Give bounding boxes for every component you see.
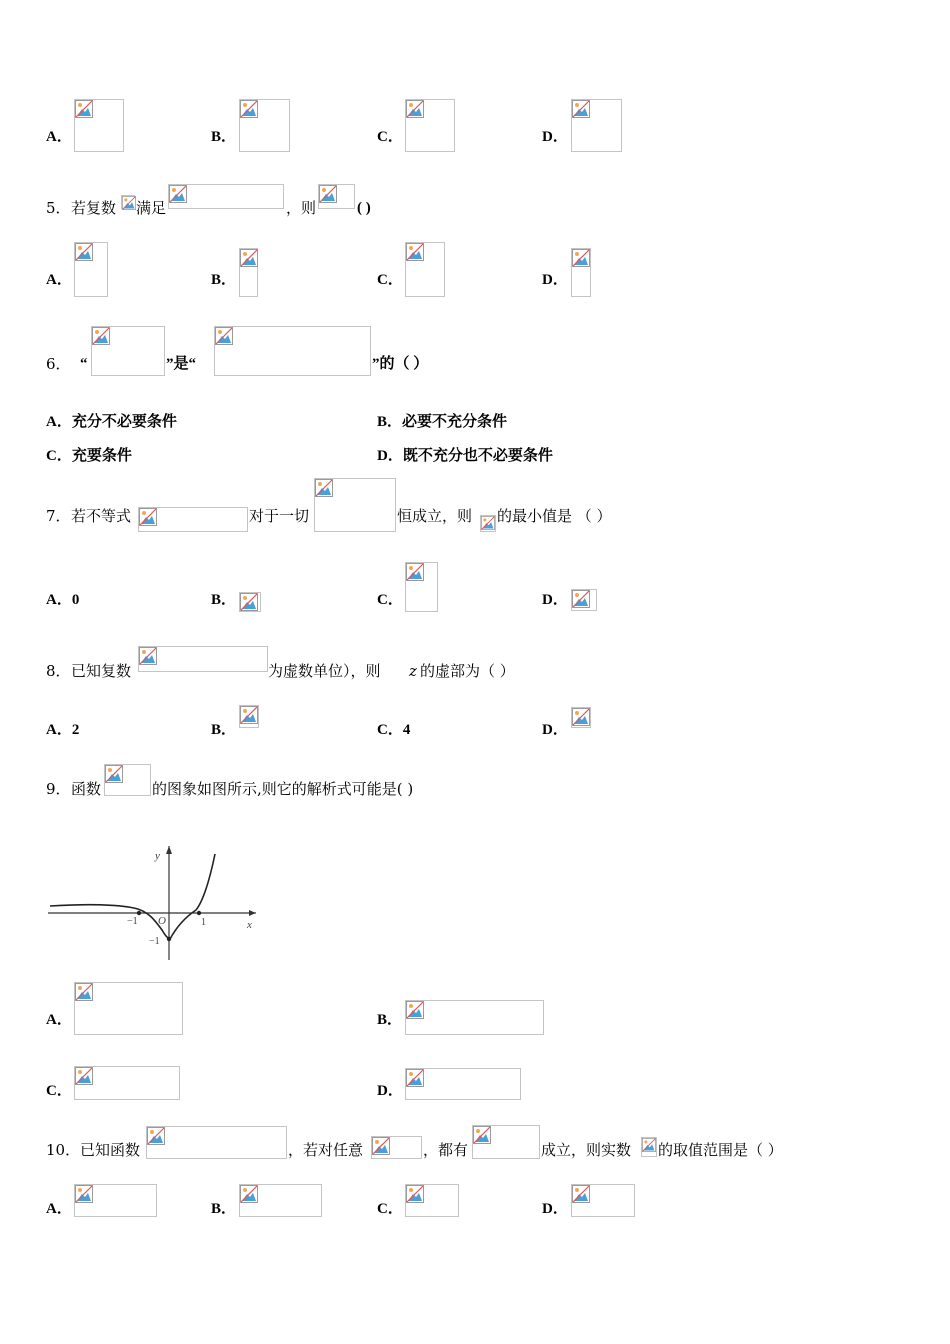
q5-option-d-label: D．	[542, 272, 568, 288]
q5-number: 5．	[46, 199, 71, 217]
q10-text-5: 的取值范围是（ ）	[658, 1141, 783, 1159]
q8-text-1: 已知复数	[71, 662, 132, 680]
broken-image-icon	[92, 327, 110, 345]
q5-formula-z	[121, 195, 135, 209]
point-zero-neg1	[167, 937, 171, 941]
q7-number: 7．	[46, 507, 71, 525]
broken-image-icon	[372, 1137, 390, 1155]
q6-option-d: D．既不充分也不必要条件	[377, 448, 553, 464]
q9-text-1: 函数	[71, 780, 102, 798]
q8-option-d-label: D．	[542, 722, 568, 738]
q9-option-c-label: C．	[46, 1083, 72, 1099]
q10-formula-parameter	[641, 1137, 657, 1157]
q10-option-d-image	[571, 1184, 635, 1217]
point-1-zero	[197, 911, 201, 915]
q10-option-b-image	[239, 1184, 322, 1217]
q4-option-d-image	[571, 99, 622, 152]
broken-image-icon	[75, 983, 93, 1001]
q6-text-1: ”是“	[166, 356, 197, 372]
q4-option-a-label: A．	[46, 129, 72, 145]
point-neg1-zero	[137, 911, 141, 915]
q9-option-b-label: B．	[377, 1012, 403, 1028]
broken-image-icon	[572, 249, 590, 267]
broken-image-icon	[240, 1185, 258, 1203]
q8-number: 8．	[46, 662, 71, 680]
broken-image-icon	[406, 563, 424, 581]
broken-image-icon	[240, 706, 258, 724]
q5-text-3: ，则	[286, 199, 317, 217]
broken-image-icon	[481, 516, 495, 530]
broken-image-icon	[572, 590, 590, 608]
broken-image-icon	[139, 647, 157, 665]
q9-formula-function	[104, 764, 151, 796]
q5-option-a-label: A．	[46, 272, 72, 288]
q4-option-d-label: D．	[542, 129, 568, 145]
q7-option-c-image	[405, 562, 438, 612]
q6-option-a: A．充分不必要条件	[46, 414, 177, 430]
broken-image-icon	[215, 327, 233, 345]
q8-text-2: 为虚数单位），则	[268, 662, 381, 680]
q5-formula-expression	[318, 184, 355, 209]
q8-option-a: A．2	[46, 722, 80, 738]
q8-option-d-image	[571, 707, 591, 728]
q10-option-b-label: B．	[211, 1201, 237, 1217]
q10-text-4: 成立，则实数	[541, 1141, 632, 1159]
q10-formula-domain	[371, 1136, 422, 1159]
q9-function-graph	[44, 838, 266, 964]
x-tick-1: 1	[201, 917, 206, 928]
q5-option-a-image	[74, 242, 108, 297]
q10-option-a-label: A．	[46, 1201, 72, 1217]
q5-text-1: 若复数	[71, 199, 117, 217]
q6-option-c: C．充要条件	[46, 448, 132, 464]
broken-image-icon	[240, 249, 258, 267]
q7-text-3: 恒成立，则	[397, 507, 473, 525]
q6-text-2: ”的（ ）	[372, 356, 429, 372]
broken-image-icon	[473, 1126, 491, 1144]
broken-image-icon	[642, 1138, 656, 1152]
q9-option-d-image	[405, 1068, 521, 1100]
q5-option-b-image	[239, 248, 258, 297]
q10-text-3: ，都有	[423, 1141, 469, 1159]
q5-text-2: 满足	[136, 199, 167, 217]
broken-image-icon	[406, 100, 424, 118]
q8-text-3: 的虚部为（ ）	[420, 662, 515, 680]
q10-option-a-image	[74, 1184, 157, 1217]
q4-option-b-image	[239, 99, 290, 152]
q5-text-4: ( )	[357, 200, 371, 216]
q7-formula-variable	[480, 515, 496, 532]
broken-image-icon	[75, 243, 93, 261]
x-axis-label: x	[247, 919, 252, 931]
q7-text-2: 对于一切	[249, 507, 310, 525]
broken-image-icon	[122, 196, 136, 210]
q7-option-d-label: D．	[542, 592, 568, 608]
q7-option-d-image	[571, 589, 597, 611]
q10-option-c-image	[405, 1184, 459, 1217]
q7-formula-domain	[314, 478, 396, 532]
x-tick-neg1: −1	[127, 916, 138, 927]
broken-image-icon	[406, 1001, 424, 1019]
x-axis-arrow	[249, 910, 256, 916]
q8-formula-z	[138, 646, 268, 672]
q5-option-c-label: C．	[377, 272, 403, 288]
q4-option-a-image	[74, 99, 124, 152]
y-axis-label: y	[155, 850, 160, 862]
broken-image-icon	[240, 100, 258, 118]
broken-image-icon	[406, 1069, 424, 1087]
q7-text-1: 若不等式	[71, 507, 132, 525]
q10-text-1: 已知函数	[80, 1141, 141, 1159]
q8-variable-z: z	[409, 662, 417, 680]
q9-text-2: 的图象如图所示,则它的解析式可能是( )	[152, 780, 414, 798]
q10-option-c-label: C．	[377, 1201, 403, 1217]
broken-image-icon	[240, 593, 258, 611]
broken-image-icon	[315, 479, 333, 497]
q4-option-b-label: B．	[211, 129, 237, 145]
q4-option-c-image	[405, 99, 455, 152]
q10-formula-inequality	[472, 1125, 540, 1159]
q7-text-4: 的最小值是 （ ）	[497, 507, 612, 525]
q7-option-c-label: C．	[377, 592, 403, 608]
broken-image-icon	[319, 185, 337, 203]
y-tick-neg1: −1	[149, 936, 160, 947]
q7-option-a: A．0	[46, 592, 80, 608]
q10-option-d-label: D．	[542, 1201, 568, 1217]
q10-formula-function	[146, 1126, 287, 1159]
q9-option-a-label: A．	[46, 1012, 72, 1028]
broken-image-icon	[75, 1185, 93, 1203]
y-axis-arrow	[166, 846, 172, 854]
q4-option-c-label: C．	[377, 129, 403, 145]
q6-number: 6．	[46, 355, 71, 373]
q9-option-c-image	[74, 1066, 180, 1100]
q6-formula-2	[214, 326, 371, 376]
broken-image-icon	[75, 100, 93, 118]
broken-image-icon	[139, 508, 157, 526]
q10-number: 10．	[46, 1141, 81, 1159]
q10-text-2: ，若对任意	[288, 1141, 364, 1159]
origin-label: O	[158, 915, 166, 927]
q6-formula-1	[91, 326, 165, 376]
q9-option-a-image	[74, 982, 183, 1035]
q9-number: 9．	[46, 780, 71, 798]
broken-image-icon	[572, 100, 590, 118]
q6-open-quote: “	[80, 356, 88, 372]
q5-option-c-image	[405, 242, 445, 297]
q7-option-b-image	[239, 592, 261, 612]
q5-formula-condition	[168, 184, 284, 209]
q9-option-d-label: D．	[377, 1083, 403, 1099]
broken-image-icon	[572, 1185, 590, 1203]
q7-option-b-label: B．	[211, 592, 237, 608]
broken-image-icon	[75, 1067, 93, 1085]
q8-option-c: C．4	[377, 722, 411, 738]
q8-option-b-label: B．	[211, 722, 237, 738]
q5-option-d-image	[571, 248, 591, 297]
broken-image-icon	[406, 1185, 424, 1203]
broken-image-icon	[147, 1127, 165, 1145]
q6-option-b: B．必要不充分条件	[377, 414, 508, 430]
q9-option-b-image	[405, 1000, 544, 1035]
q7-formula-inequality	[138, 507, 248, 532]
broken-image-icon	[406, 243, 424, 261]
q8-option-b-image	[239, 705, 259, 728]
broken-image-icon	[572, 708, 590, 726]
broken-image-icon	[105, 765, 123, 783]
q5-option-b-label: B．	[211, 272, 237, 288]
broken-image-icon	[169, 185, 187, 203]
